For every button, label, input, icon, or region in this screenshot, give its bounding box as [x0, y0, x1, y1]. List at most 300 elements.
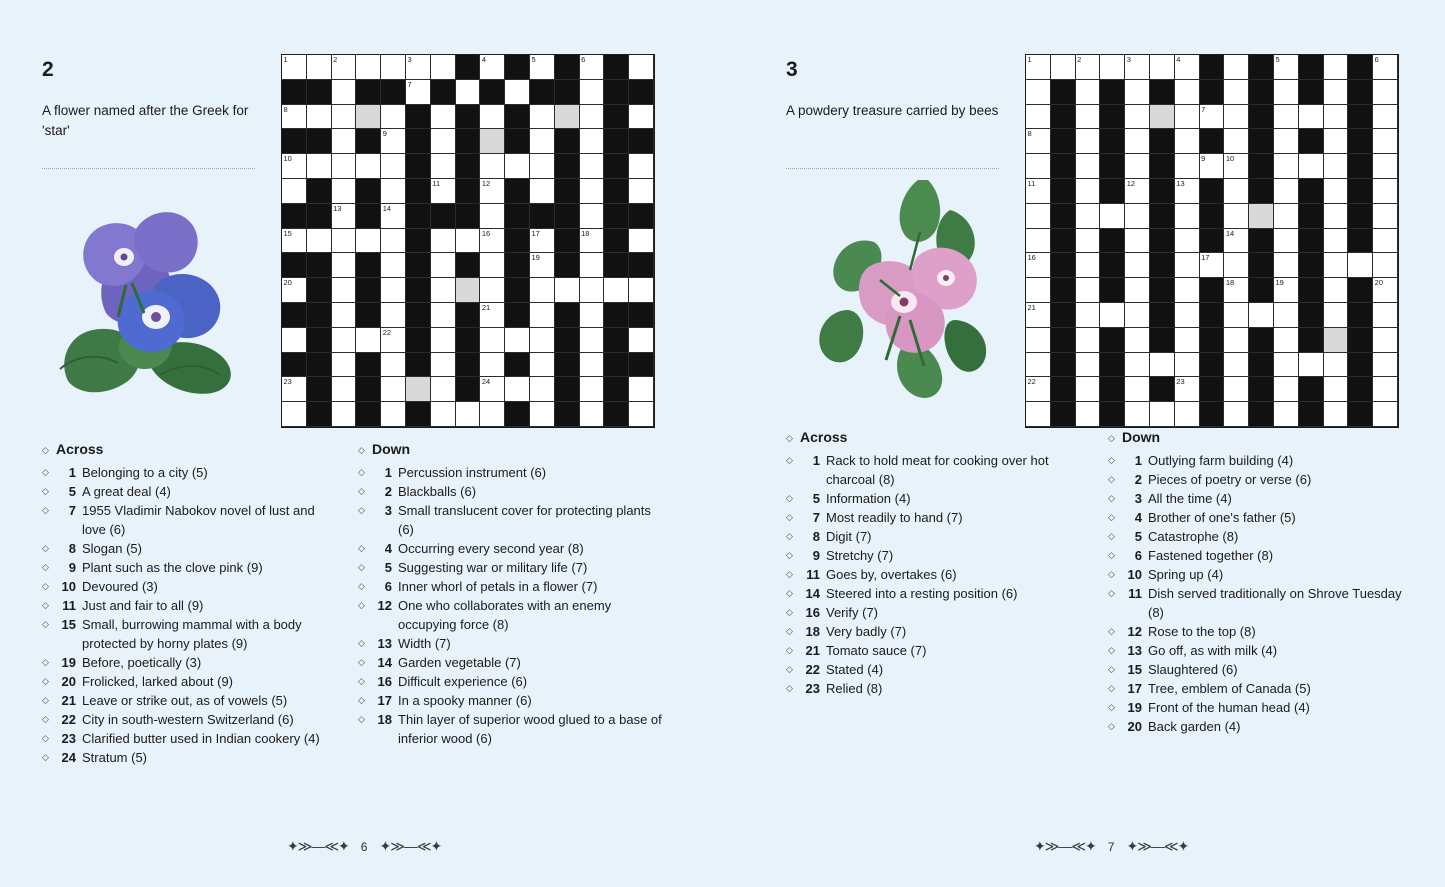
clue-text: Fastened together (8) [1148, 548, 1274, 563]
grid-cell[interactable] [480, 278, 505, 303]
grid-cell[interactable] [431, 377, 456, 402]
grid-cell[interactable] [1373, 154, 1398, 179]
grid-cell[interactable] [431, 353, 456, 378]
grid-cell[interactable] [406, 55, 431, 80]
grid-cell[interactable] [381, 55, 406, 80]
grid-cell[interactable] [1373, 129, 1398, 154]
grid-cell[interactable] [282, 154, 307, 179]
grid-cell[interactable] [1324, 105, 1349, 130]
grid-cell[interactable] [1224, 129, 1249, 154]
grid-block [1200, 179, 1225, 204]
grid-block [1051, 353, 1076, 378]
crossword-grid-2[interactable] [281, 54, 655, 428]
grid-cell[interactable] [1026, 353, 1051, 378]
grid-cell[interactable] [505, 80, 530, 105]
grid-cell[interactable] [530, 253, 555, 278]
grid-cell[interactable] [629, 278, 654, 303]
grid-cell[interactable] [1373, 253, 1398, 278]
grid-cell[interactable] [580, 402, 605, 427]
grid-block [1100, 353, 1125, 378]
clue-item [358, 672, 668, 691]
clue-number: 23 [805, 681, 820, 696]
grid-cell[interactable] [530, 105, 555, 130]
grid-cell[interactable] [629, 377, 654, 402]
grid-cell[interactable] [580, 55, 605, 80]
grid-cell[interactable] [1125, 253, 1150, 278]
grid-cell[interactable] [381, 402, 406, 427]
grid-cell[interactable] [1224, 105, 1249, 130]
grid-block [1150, 204, 1175, 229]
grid-cell[interactable] [1026, 129, 1051, 154]
grid-cell[interactable] [629, 55, 654, 80]
grid-cell[interactable] [1249, 204, 1274, 229]
grid-cell[interactable] [1324, 377, 1349, 402]
grid-cell[interactable] [332, 253, 357, 278]
grid-cell[interactable] [381, 353, 406, 378]
grid-cell[interactable] [480, 204, 505, 229]
grid-cell[interactable] [1224, 80, 1249, 105]
grid-cell[interactable] [431, 278, 456, 303]
grid-cell[interactable] [604, 278, 629, 303]
grid-cell[interactable] [1175, 353, 1200, 378]
grid-cell[interactable] [1026, 179, 1051, 204]
grid-cell[interactable] [307, 154, 332, 179]
grid-cell[interactable] [456, 402, 481, 427]
grid-cell[interactable] [580, 129, 605, 154]
grid-cell[interactable] [356, 229, 381, 254]
grid-cell[interactable] [1324, 278, 1349, 303]
grid-cell[interactable] [480, 353, 505, 378]
grid-cell[interactable] [580, 154, 605, 179]
grid-cell[interactable] [1125, 278, 1150, 303]
grid-cell[interactable] [356, 55, 381, 80]
grid-cell[interactable] [1076, 129, 1101, 154]
grid-cell[interactable] [580, 303, 605, 328]
grid-block [555, 154, 580, 179]
grid-cell[interactable] [530, 129, 555, 154]
grid-cell[interactable] [381, 105, 406, 130]
grid-cell[interactable] [1274, 402, 1299, 427]
grid-cell[interactable] [332, 55, 357, 80]
grid-cell[interactable] [406, 80, 431, 105]
grid-cell[interactable] [1150, 353, 1175, 378]
grid-cell[interactable] [282, 402, 307, 427]
grid-cell[interactable] [406, 377, 431, 402]
grid-cell[interactable] [1324, 353, 1349, 378]
clue-number: 4 [1134, 510, 1142, 525]
grid-cell[interactable] [431, 253, 456, 278]
grid-cell[interactable] [307, 55, 332, 80]
grid-cell[interactable] [629, 402, 654, 427]
grid-cell[interactable] [381, 377, 406, 402]
grid-cell[interactable] [1274, 353, 1299, 378]
grid-cell[interactable] [1224, 253, 1249, 278]
grid-cell[interactable] [1125, 204, 1150, 229]
grid-cell[interactable] [332, 129, 357, 154]
grid-cell[interactable] [1274, 154, 1299, 179]
grid-cell[interactable] [1224, 229, 1249, 254]
grid-cell[interactable] [505, 328, 530, 353]
grid-block [1150, 303, 1175, 328]
grid-cell[interactable] [1175, 204, 1200, 229]
grid-cell[interactable] [1125, 229, 1150, 254]
grid-cell[interactable] [1324, 402, 1349, 427]
grid-cell[interactable] [1076, 80, 1101, 105]
grid-cell[interactable] [480, 105, 505, 130]
grid-cell[interactable] [1324, 80, 1349, 105]
grid-cell[interactable] [1299, 154, 1324, 179]
grid-cell[interactable] [1324, 154, 1349, 179]
grid-cell[interactable] [480, 377, 505, 402]
diamond-icon: ◇ [1108, 626, 1115, 636]
grid-cell[interactable] [505, 377, 530, 402]
grid-cell[interactable] [1076, 353, 1101, 378]
grid-cell[interactable] [1175, 402, 1200, 427]
grid-block [555, 253, 580, 278]
grid-cell[interactable] [381, 253, 406, 278]
clue-number: 20 [1127, 719, 1142, 734]
grid-cell[interactable] [1373, 80, 1398, 105]
grid-cell[interactable] [1175, 105, 1200, 130]
grid-cell[interactable] [1200, 105, 1225, 130]
grid-cell[interactable] [1076, 253, 1101, 278]
clue-number: 10 [1127, 567, 1142, 582]
grid-cell[interactable] [356, 328, 381, 353]
grid-cell[interactable] [282, 229, 307, 254]
grid-cell[interactable] [431, 55, 456, 80]
grid-cell[interactable] [530, 154, 555, 179]
grid-cell[interactable] [580, 179, 605, 204]
grid-cell[interactable] [530, 377, 555, 402]
grid-cell[interactable] [1274, 129, 1299, 154]
grid-cell[interactable] [1100, 303, 1125, 328]
grid-cell[interactable] [431, 328, 456, 353]
grid-cell[interactable] [356, 154, 381, 179]
clue-text: Back garden (4) [1148, 719, 1241, 734]
grid-cell[interactable] [1324, 204, 1349, 229]
grid-cell[interactable] [530, 328, 555, 353]
grid-cell[interactable] [1175, 303, 1200, 328]
grid-cell[interactable] [381, 204, 406, 229]
grid-cell[interactable] [1076, 402, 1101, 427]
grid-cell[interactable] [1348, 253, 1373, 278]
grid-cell[interactable] [1026, 105, 1051, 130]
grid-cell[interactable] [1076, 204, 1101, 229]
grid-cell[interactable] [431, 179, 456, 204]
grid-cell[interactable] [1076, 377, 1101, 402]
grid-cell[interactable] [1125, 402, 1150, 427]
grid-cell[interactable] [332, 154, 357, 179]
grid-cell[interactable] [1100, 55, 1125, 80]
grid-block [604, 105, 629, 130]
grid-cell[interactable] [1175, 55, 1200, 80]
grid-cell[interactable] [1274, 55, 1299, 80]
grid-cell[interactable] [1100, 204, 1125, 229]
grid-cell[interactable] [1274, 328, 1299, 353]
grid-cell[interactable] [1076, 328, 1101, 353]
grid-cell[interactable] [580, 353, 605, 378]
grid-cell[interactable] [456, 80, 481, 105]
grid-cell[interactable] [332, 402, 357, 427]
grid-cell[interactable] [1125, 353, 1150, 378]
grid-cell[interactable] [332, 353, 357, 378]
grid-cell[interactable] [332, 204, 357, 229]
grid-cell[interactable] [480, 154, 505, 179]
grid-cell[interactable] [1324, 328, 1349, 353]
diamond-icon: ◇ [358, 600, 365, 610]
grid-cell[interactable] [1274, 253, 1299, 278]
clue-text: Suggesting war or military life (7) [398, 560, 588, 575]
grid-cell[interactable] [431, 105, 456, 130]
grid-cell[interactable] [629, 154, 654, 179]
grid-cell[interactable] [580, 377, 605, 402]
grid-cell[interactable] [332, 377, 357, 402]
grid-cell[interactable] [1373, 278, 1398, 303]
grid-cell[interactable] [1373, 328, 1398, 353]
grid-cell[interactable] [1076, 179, 1101, 204]
grid-cell[interactable] [1175, 377, 1200, 402]
grid-cell[interactable] [1373, 377, 1398, 402]
grid-cell[interactable] [1324, 129, 1349, 154]
grid-block [307, 353, 332, 378]
grid-cell[interactable] [1373, 105, 1398, 130]
grid-cell[interactable] [480, 129, 505, 154]
grid-cell[interactable] [480, 229, 505, 254]
grid-cell[interactable] [1175, 229, 1200, 254]
grid-cell[interactable] [282, 377, 307, 402]
grid-cell[interactable] [332, 179, 357, 204]
grid-cell[interactable] [1373, 402, 1398, 427]
grid-cell[interactable] [1224, 55, 1249, 80]
grid-cell[interactable] [629, 179, 654, 204]
grid-cell[interactable] [1373, 204, 1398, 229]
grid-cell[interactable] [1076, 105, 1101, 130]
grid-cell[interactable] [431, 229, 456, 254]
grid-cell[interactable] [1274, 278, 1299, 303]
grid-cell[interactable] [1026, 154, 1051, 179]
grid-cell[interactable] [480, 253, 505, 278]
grid-cell[interactable] [505, 154, 530, 179]
grid-cell[interactable] [332, 278, 357, 303]
grid-cell[interactable] [1076, 55, 1101, 80]
grid-cell[interactable] [1125, 105, 1150, 130]
grid-cell[interactable] [1150, 55, 1175, 80]
grid-cell[interactable] [1224, 179, 1249, 204]
grid-cell[interactable] [431, 154, 456, 179]
grid-cell[interactable] [1125, 328, 1150, 353]
grid-block [1299, 303, 1324, 328]
grid-cell[interactable] [1125, 179, 1150, 204]
grid-cell[interactable] [1175, 328, 1200, 353]
grid-cell[interactable] [1373, 303, 1398, 328]
grid-cell[interactable] [1249, 303, 1274, 328]
grid-cell[interactable] [1026, 377, 1051, 402]
grid-cell[interactable] [1125, 80, 1150, 105]
grid-cell[interactable] [530, 402, 555, 427]
diamond-icon: ◇ [786, 493, 793, 503]
grid-cell[interactable] [1224, 328, 1249, 353]
page-right [722, 0, 1445, 887]
clue-text: Most readily to hand (7) [826, 510, 963, 525]
grid-cell[interactable] [580, 328, 605, 353]
grid-cell[interactable] [580, 105, 605, 130]
crossword-grid-3[interactable] [1025, 54, 1399, 428]
grid-block [406, 204, 431, 229]
grid-cell[interactable] [1274, 229, 1299, 254]
grid-cell[interactable] [1076, 278, 1101, 303]
grid-cell[interactable] [1373, 229, 1398, 254]
grid-cell[interactable] [1076, 229, 1101, 254]
grid-cell[interactable] [307, 105, 332, 130]
grid-cell[interactable] [381, 278, 406, 303]
grid-cell[interactable] [1026, 328, 1051, 353]
grid-cell[interactable] [1224, 154, 1249, 179]
grid-cell[interactable] [1125, 154, 1150, 179]
grid-cell[interactable] [1175, 278, 1200, 303]
grid-cell[interactable] [480, 402, 505, 427]
grid-cell[interactable] [381, 129, 406, 154]
clue-number: 8 [812, 529, 820, 544]
grid-cell[interactable] [1175, 253, 1200, 278]
grid-block [456, 179, 481, 204]
grid-cell[interactable] [1175, 129, 1200, 154]
grid-cell[interactable] [381, 303, 406, 328]
grid-cell[interactable] [530, 278, 555, 303]
grid-cell[interactable] [1026, 80, 1051, 105]
grid-cell[interactable] [555, 105, 580, 130]
grid-cell[interactable] [1373, 179, 1398, 204]
grid-cell[interactable] [480, 303, 505, 328]
grid-cell[interactable] [1175, 179, 1200, 204]
grid-cell[interactable] [282, 105, 307, 130]
grid-cell[interactable] [1026, 303, 1051, 328]
grid-cell[interactable] [1026, 204, 1051, 229]
grid-cell[interactable] [580, 229, 605, 254]
grid-cell[interactable] [1224, 204, 1249, 229]
grid-cell[interactable] [1373, 353, 1398, 378]
grid-cell[interactable] [1026, 402, 1051, 427]
grid-cell[interactable] [530, 179, 555, 204]
grid-cell[interactable] [282, 55, 307, 80]
clue-item [1108, 527, 1418, 546]
grid-cell[interactable] [332, 303, 357, 328]
grid-cell[interactable] [1224, 402, 1249, 427]
grid-cell[interactable] [1324, 253, 1349, 278]
grid-cell[interactable] [282, 328, 307, 353]
grid-cell[interactable] [580, 80, 605, 105]
grid-cell[interactable] [381, 154, 406, 179]
grid-cell[interactable] [1299, 105, 1324, 130]
grid-cell[interactable] [1150, 402, 1175, 427]
grid-cell[interactable] [629, 105, 654, 130]
grid-cell[interactable] [381, 328, 406, 353]
grid-cell[interactable] [480, 55, 505, 80]
grid-cell[interactable] [629, 229, 654, 254]
grid-cell[interactable] [456, 278, 481, 303]
grid-cell[interactable] [1324, 303, 1349, 328]
grid-cell[interactable] [356, 105, 381, 130]
grid-cell[interactable] [282, 278, 307, 303]
grid-cell[interactable] [332, 328, 357, 353]
grid-cell[interactable] [1324, 229, 1349, 254]
grid-cell[interactable] [1125, 303, 1150, 328]
grid-cell[interactable] [431, 303, 456, 328]
grid-cell[interactable] [1175, 80, 1200, 105]
grid-block [505, 129, 530, 154]
grid-cell[interactable] [530, 353, 555, 378]
grid-cell[interactable] [530, 229, 555, 254]
grid-cell[interactable] [1274, 179, 1299, 204]
grid-cell[interactable] [381, 229, 406, 254]
grid-cell[interactable] [1175, 154, 1200, 179]
grid-cell[interactable] [1324, 179, 1349, 204]
grid-cell[interactable] [1076, 154, 1101, 179]
grid-cell[interactable] [1224, 278, 1249, 303]
grid-cell[interactable] [431, 402, 456, 427]
grid-cell[interactable] [629, 328, 654, 353]
grid-cell[interactable] [332, 80, 357, 105]
grid-block [307, 129, 332, 154]
diamond-icon: ◇ [358, 445, 365, 455]
grid-cell[interactable] [1125, 129, 1150, 154]
grid-cell[interactable] [1224, 353, 1249, 378]
grid-cell[interactable] [1200, 253, 1225, 278]
grid-cell[interactable] [332, 229, 357, 254]
grid-cell[interactable] [530, 55, 555, 80]
grid-cell[interactable] [555, 278, 580, 303]
grid-block [1150, 377, 1175, 402]
grid-cell[interactable] [1224, 303, 1249, 328]
grid-cell[interactable] [1373, 55, 1398, 80]
grid-cell[interactable] [1274, 105, 1299, 130]
grid-cell[interactable] [1200, 154, 1225, 179]
grid-cell[interactable] [580, 278, 605, 303]
diamond-icon: ◇ [1108, 474, 1115, 484]
grid-cell[interactable] [1026, 278, 1051, 303]
grid-cell[interactable] [1076, 303, 1101, 328]
grid-cell[interactable] [332, 105, 357, 130]
grid-cell[interactable] [456, 229, 481, 254]
grid-cell[interactable] [1274, 377, 1299, 402]
grid-cell[interactable] [307, 229, 332, 254]
grid-cell[interactable] [1125, 377, 1150, 402]
grid-cell[interactable] [580, 204, 605, 229]
cell-number: 3 [407, 55, 412, 64]
grid-cell[interactable] [431, 129, 456, 154]
grid-cell[interactable] [1125, 55, 1150, 80]
grid-cell[interactable] [1051, 55, 1076, 80]
grid-cell[interactable] [1026, 55, 1051, 80]
diamond-icon: ◇ [786, 607, 793, 617]
grid-cell[interactable] [530, 303, 555, 328]
grid-cell[interactable] [1324, 55, 1349, 80]
grid-cell[interactable] [1026, 253, 1051, 278]
grid-cell[interactable] [1274, 204, 1299, 229]
grid-cell[interactable] [1299, 353, 1324, 378]
grid-cell[interactable] [1274, 303, 1299, 328]
grid-cell[interactable] [1026, 229, 1051, 254]
grid-cell[interactable] [480, 179, 505, 204]
grid-cell[interactable] [1224, 377, 1249, 402]
grid-cell[interactable] [1150, 105, 1175, 130]
grid-cell[interactable] [282, 179, 307, 204]
clue-item [42, 482, 342, 501]
grid-cell[interactable] [580, 253, 605, 278]
grid-block [307, 402, 332, 427]
grid-cell[interactable] [381, 179, 406, 204]
grid-cell[interactable] [480, 328, 505, 353]
grid-cell[interactable] [1274, 80, 1299, 105]
